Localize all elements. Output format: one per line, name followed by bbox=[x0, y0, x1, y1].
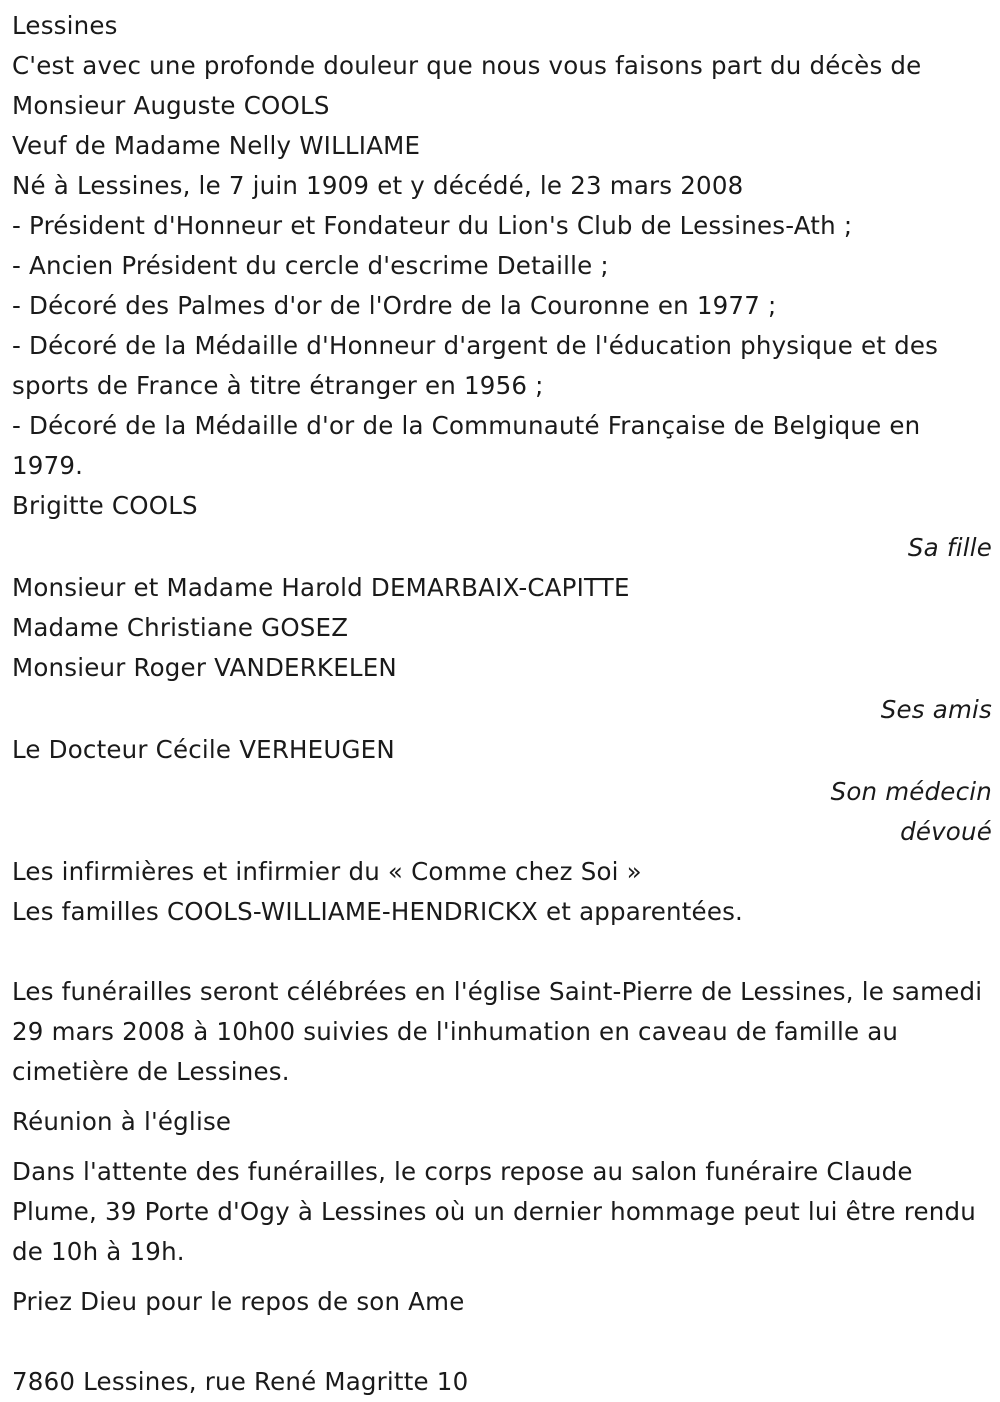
doctor-role-line2: dévoué bbox=[900, 817, 992, 846]
doctor-role-line1: Son médecin bbox=[830, 777, 992, 806]
funeral-ceremony: Les funérailles seront célébrées en l'église Saint-Pierre de Lessines, le samedi 29 mars 2008 à 10h00 suivies de l'inhumation en caveau de famille au cimetière de Lessines. bbox=[12, 977, 983, 1086]
daughter-role: Sa fille bbox=[907, 533, 992, 562]
prayer-text: Priez Dieu pour le repos de son Ame bbox=[12, 1287, 465, 1316]
birth-death: Né à Lessines, le 7 juin 1909 et y décédé, le 23 mars 2008 bbox=[12, 171, 744, 200]
funeral-viewing: Dans l'attente des funérailles, le corps repose au salon funéraire Claude Plume, 39 Porte d'Ogy à Lessines où un dernier hommage peut lui être rendu de 10h à 19h. bbox=[12, 1157, 976, 1266]
families-text: Les familles COOLS-WILLIAME-HENDRICKX et apparentées. bbox=[12, 897, 744, 926]
doctor-name: Le Docteur Cécile VERHEUGEN bbox=[12, 735, 395, 764]
intro-text: C'est avec une profonde douleur que nous vous faisons part du décès de bbox=[12, 51, 922, 80]
friend-name: Monsieur Roger VANDERKELEN bbox=[12, 653, 397, 682]
obituary-notice bbox=[12, 6, 992, 1402]
friend-name: Madame Christiane GOSEZ bbox=[12, 613, 349, 642]
deceased-name: Monsieur Auguste COOLS bbox=[12, 91, 330, 120]
funeral-meeting: Réunion à l'église bbox=[12, 1107, 232, 1136]
honour-item: - Décoré de la Médaille d'Honneur d'argent de l'éducation physique et des sports de France à titre étranger en 1956 ; bbox=[12, 331, 939, 400]
honour-item: - Ancien Président du cercle d'escrime Detaille ; bbox=[12, 251, 609, 280]
friend-name: Monsieur et Madame Harold DEMARBAIX-CAPITTE bbox=[12, 573, 630, 602]
daughter-name: Brigitte COOLS bbox=[12, 491, 198, 520]
spacer bbox=[12, 932, 992, 972]
doctor-role bbox=[12, 772, 992, 852]
spacer bbox=[12, 1322, 992, 1362]
widower-text: Veuf de Madame Nelly WILLIAME bbox=[12, 131, 421, 160]
city: Lessines bbox=[12, 11, 118, 40]
friends-role: Ses amis bbox=[880, 695, 992, 724]
nurses-text: Les infirmières et infirmier du « Comme chez Soi » bbox=[12, 857, 642, 886]
address: 7860 Lessines, rue René Magritte 10 bbox=[12, 1367, 469, 1396]
honour-item: - Décoré de la Médaille d'or de la Communauté Française de Belgique en 1979. bbox=[12, 411, 921, 480]
honour-item: - Décoré des Palmes d'or de l'Ordre de la Couronne en 1977 ; bbox=[12, 291, 777, 320]
honour-item: - Président d'Honneur et Fondateur du Lion's Club de Lessines-Ath ; bbox=[12, 211, 853, 240]
